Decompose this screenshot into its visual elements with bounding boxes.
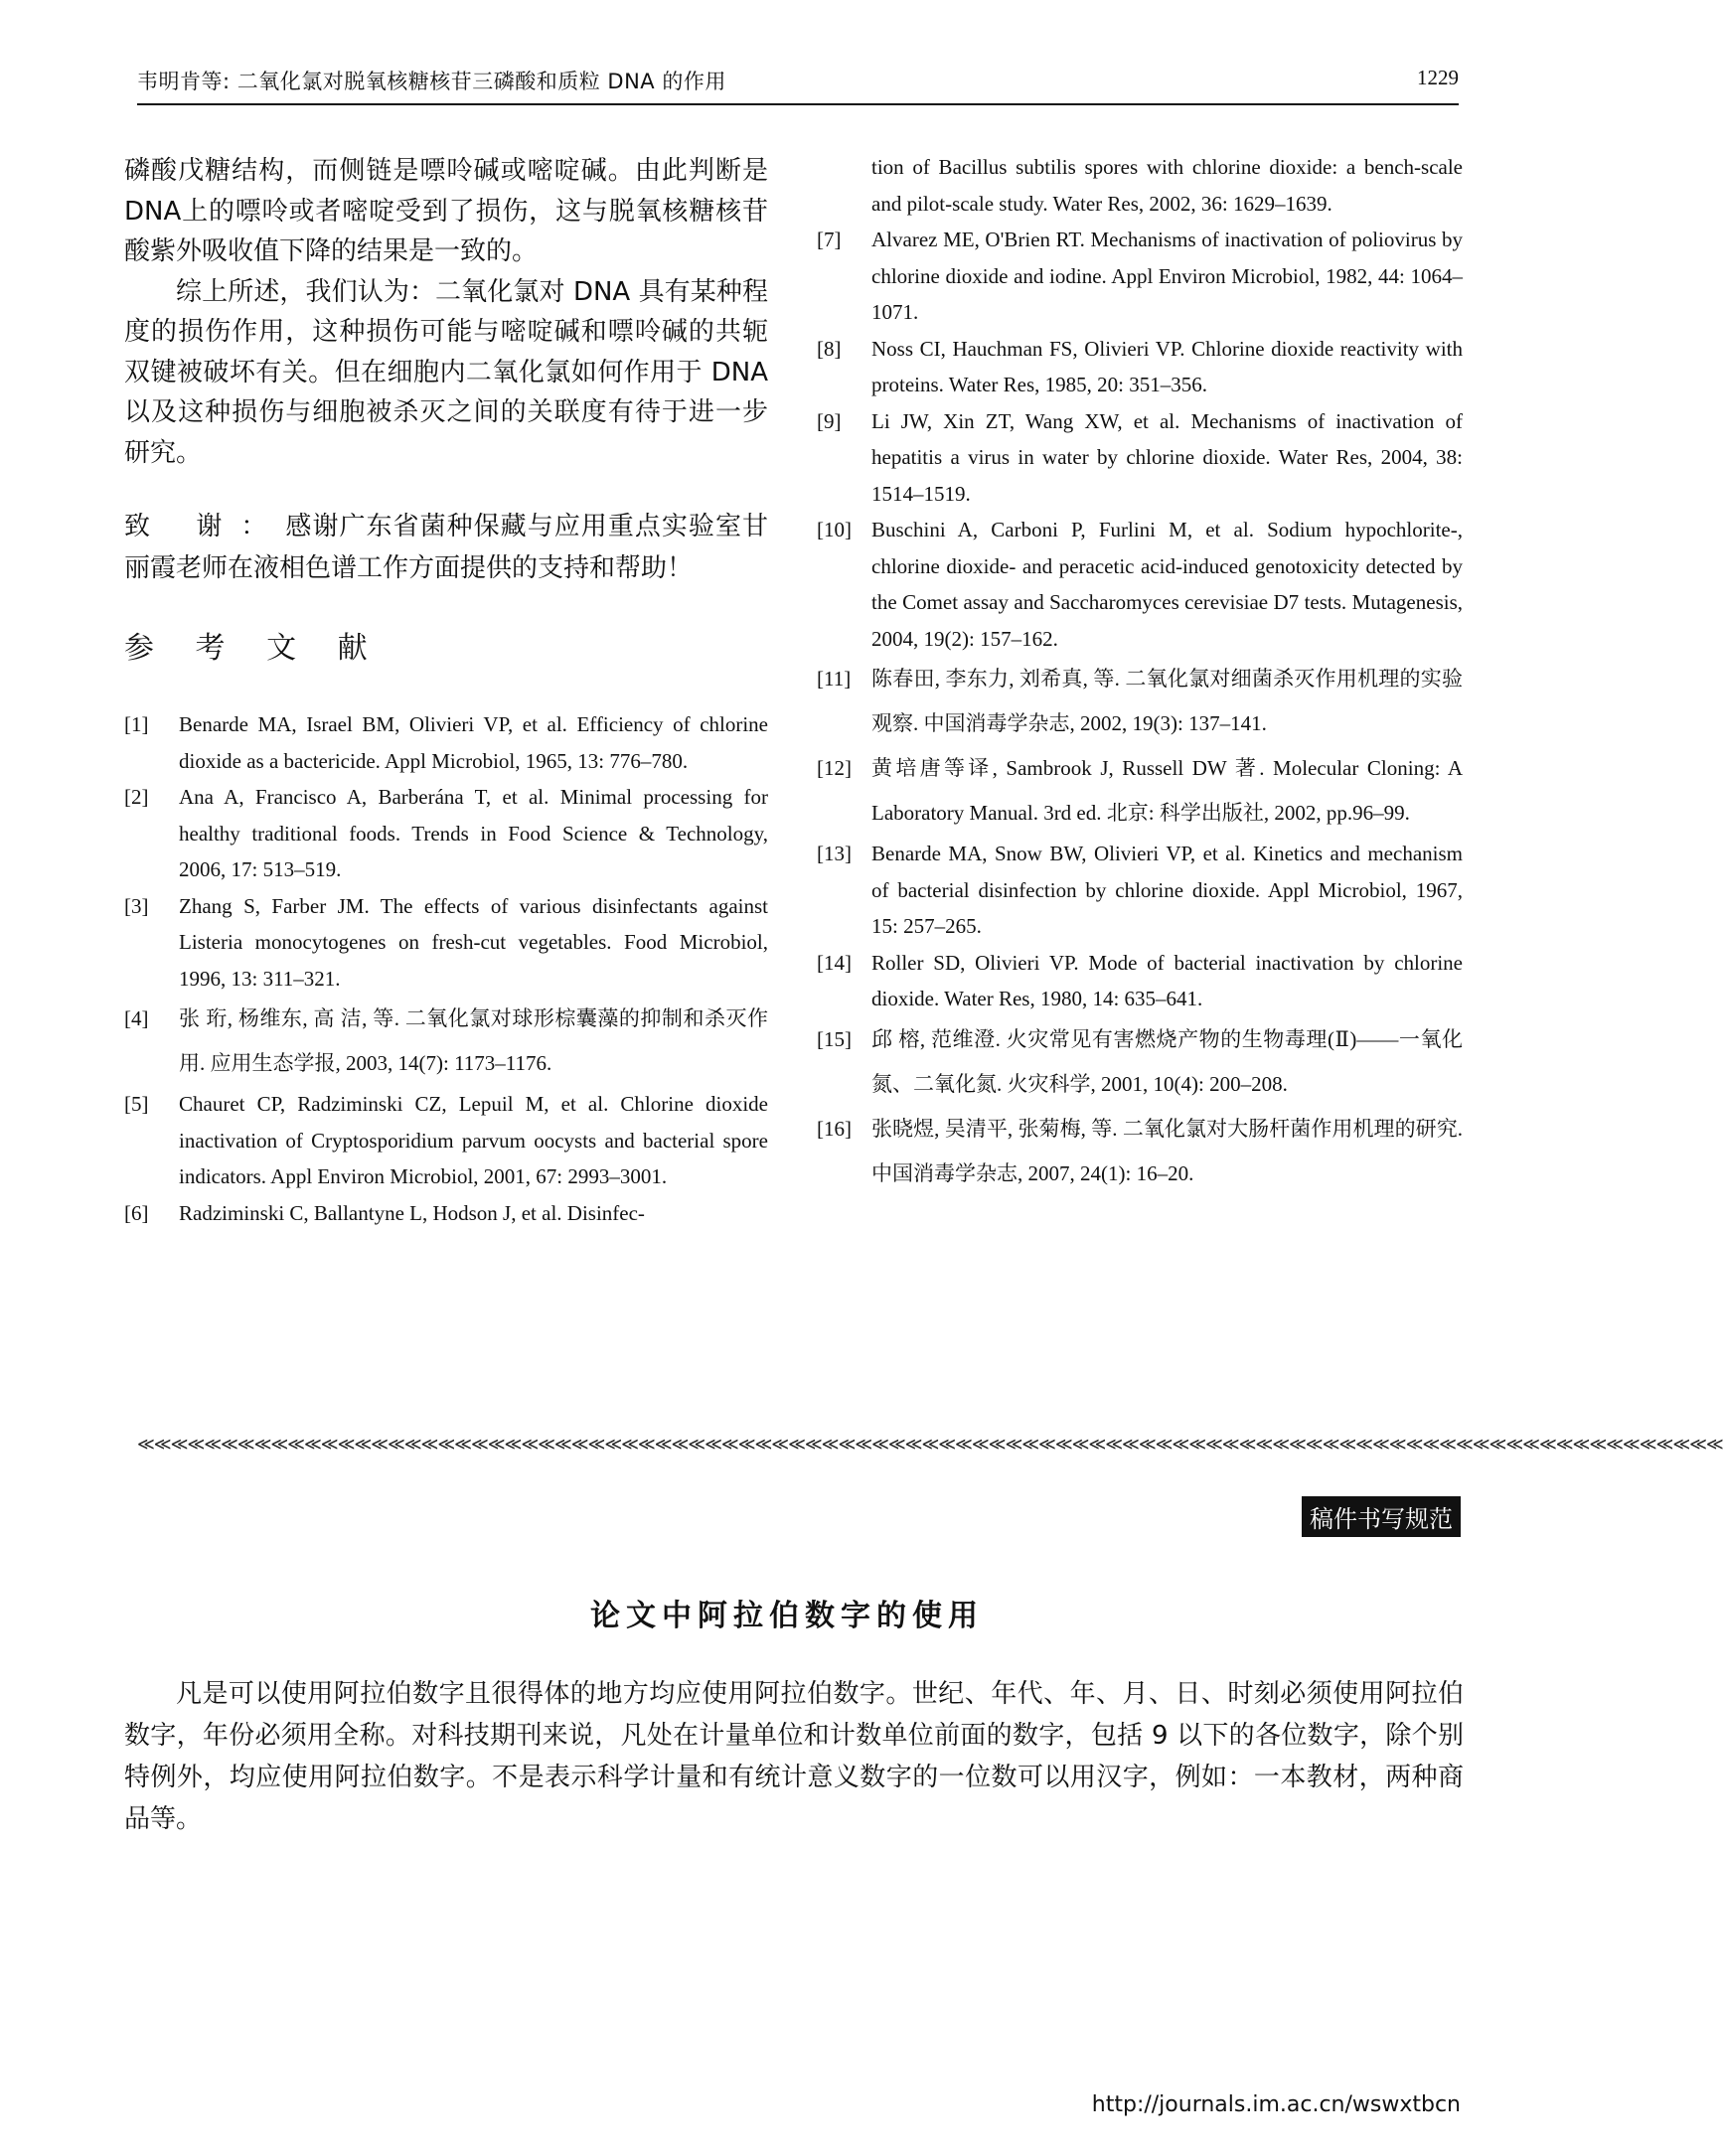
left-column bbox=[124, 151, 768, 1231]
section-tag: 稿件书写规范 bbox=[1302, 1496, 1461, 1537]
reference-text: Radziminski C, Ballantyne L, Hodson J, et al. Disinfec- bbox=[179, 1200, 645, 1225]
acknowledgement-text: 感谢广东省菌种保藏与应用重点实验室甘丽霞老师在液相色谱工作方面提供的支持和帮助！ bbox=[124, 512, 768, 583]
reference-text: Benarde MA, Snow BW, Olivieri VP, et al. Kinetics and mechanism of bacterial disinfection by chlorine dioxide. Appl Microbiol, 1967, 15: 257–265. bbox=[871, 842, 1463, 938]
reference-text: Noss CI, Hauchman FS, Olivieri VP. Chlorine dioxide reactivity with proteins. Water Res, 1985, 20: 351–356. bbox=[871, 336, 1463, 396]
reference-number: [15] bbox=[817, 1026, 852, 1051]
notice-body: 凡是可以使用阿拉伯数字且很得体的地方均应使用阿拉伯数字。世纪、年代、年、月、日、时刻必须使用阿拉伯数字，年份必须用全称。对科技期刊来说，凡处在计量单位和计数单位前面的数字，包括 9 以下的各位数字，除个别特例外，均应使用阿拉伯数字。不是表示科学计量和有统计意义数字的一位数可以用汉字，例如：一本教材，两种商品等。 bbox=[124, 1679, 1464, 1834]
reference-text: Roller SD, Olivieri VP. Mode of bacterial inactivation by chlorine dioxide. Water Res, 1980, 14: 635–641. bbox=[871, 950, 1463, 1010]
reference-text: Buschini A, Carboni P, Furlini M, et al. Sodium hypochlorite-, chlorine dioxide- and peracetic acid-induced genotoxicity detected by the Comet assay and Saccharomyces cerevisiae D7 tests. Mutagenesis, 2004, 19(2): 157–162. bbox=[871, 518, 1463, 651]
reference-number: [6] bbox=[124, 1200, 149, 1225]
reference-number: [3] bbox=[124, 893, 149, 918]
body-paragraph: 综上所述，我们认为：二氧化氯对 DNA 具有某种程度的损伤作用，这种损伤可能与嘧啶碱和嘌呤碱的共轭双键被破坏有关。但在细胞内二氧化氯如何作用于 DNA 以及这种损伤与细胞被杀灭之间的关联度有待于进一步研究。 bbox=[124, 276, 768, 468]
reference-number: [2] bbox=[124, 785, 149, 809]
reference-number: [16] bbox=[817, 1116, 852, 1141]
reference-text: Alvarez ME, O'Brien RT. Mechanisms of inactivation of poliovirus by chlorine dioxide and iodine. Appl Environ Microbiol, 1982, 44: 1064–1071. bbox=[871, 228, 1463, 324]
reference-number: [8] bbox=[817, 336, 842, 361]
reference-item bbox=[817, 836, 1463, 945]
reference-number: [1] bbox=[124, 712, 149, 736]
acknowledgement bbox=[124, 506, 768, 589]
reference-number: [9] bbox=[817, 408, 842, 433]
reference-number: [13] bbox=[817, 842, 852, 865]
reference-text: Chauret CP, Radziminski CZ, Lepuil M, et al. Chlorine dioxide inactivation of Cryptosporidium parvum oocysts and bacterial spore indicators. Appl Environ Microbiol, 2001, 67: 2993–3001. bbox=[179, 1092, 768, 1188]
reference-item bbox=[817, 222, 1463, 331]
notice-title: 论文中阿拉伯数字的使用 bbox=[590, 1599, 984, 1633]
reference-text: 陈春田, 李东力, 刘希真, 等. 二氧化氯对细菌杀灭作用机理的实验观察. 中国消毒学杂志, 2002, 19(3): 137–141. bbox=[871, 667, 1463, 735]
page-number: 1229 bbox=[1417, 66, 1459, 89]
reference-text: 张晓煜, 吴清平, 张菊梅, 等. 二氧化氯对大肠杆菌作用机理的研究. 中国消毒学杂志, 2007, 24(1): 16–20. bbox=[871, 1116, 1463, 1185]
acknowledgement-lead: 致 谢： bbox=[124, 512, 286, 541]
reference-item bbox=[817, 945, 1463, 1017]
decorative-divider: ≪≪≪≪≪≪≪≪≪≪≪≪≪≪≪≪≪≪≪≪≪≪≪≪≪≪≪≪≪≪≪≪≪≪≪≪≪≪≪≪≪≪≪≪≪≪≪≪≪≪≪≪≪≪≪≪≪≪≪≪≪≪≪≪≪≪≪≪≪≪≪≪≪≪≪≪≪≪≪≪≪≪≪≪≪≪≪≪≪≪≪≪≪≪≪ bbox=[137, 1435, 1723, 1454]
reference-item bbox=[817, 657, 1463, 746]
reference-number: [5] bbox=[124, 1092, 149, 1116]
footer-url: http://journals.im.ac.cn/wswxtbcn bbox=[1091, 2092, 1461, 2117]
reference-text: Benarde MA, Israel BM, Olivieri VP, et al. Efficiency of chlorine dioxide as a bactericide. Appl Microbiol, 1965, 13: 776–780. bbox=[179, 712, 768, 773]
running-title: 韦明肯等: 二氧化氯对脱氧核糖核苷三磷酸和质粒 DNA 的作用 bbox=[137, 70, 726, 93]
reference-text: Li JW, Xin ZT, Wang XW, et al. Mechanisms of inactivation of hepatitis a virus in water by chlorine dioxide. Water Res, 2004, 38: 1514–1519. bbox=[871, 408, 1463, 506]
reference-text: tion of Bacillus subtilis spores with chlorine dioxide: a bench-scale and pilot-scale study. Water Res, 2002, 36: 1629–1639. bbox=[871, 155, 1463, 216]
reference-text: 黄培唐等译, Sambrook J, Russell DW 著. Molecular Cloning: A Laboratory Manual. 3rd ed. 北京: 科学出版社, 2002, pp.96–99. bbox=[871, 756, 1463, 825]
reference-number: [4] bbox=[124, 1006, 149, 1030]
reference-text: Zhang S, Farber JM. The effects of various disinfectants against Listeria monocytogenes on fresh-cut vegetables. Food Microbiol, 1996, 13: 311–321. bbox=[179, 893, 768, 991]
reference-continuation bbox=[817, 149, 1463, 222]
reference-number: [12] bbox=[817, 756, 852, 780]
reference-item bbox=[817, 1107, 1463, 1196]
reference-item bbox=[124, 997, 768, 1086]
reference-item bbox=[817, 403, 1463, 513]
reference-text: Ana A, Francisco A, Barberána T, et al. Minimal processing for healthy traditional foods. Trends in Food Science & Technology, 2006, 17: 513–519. bbox=[179, 785, 768, 881]
reference-number: [7] bbox=[817, 228, 842, 251]
right-column bbox=[817, 149, 1463, 1196]
reference-item bbox=[817, 1017, 1463, 1107]
running-header bbox=[137, 62, 1459, 101]
header-rule bbox=[137, 103, 1459, 105]
references-heading: 参 考 文 献 bbox=[124, 631, 384, 666]
reference-item bbox=[124, 1195, 768, 1232]
reference-item bbox=[817, 746, 1463, 836]
reference-item bbox=[817, 331, 1463, 403]
reference-number: [11] bbox=[817, 667, 852, 691]
reference-item bbox=[124, 1086, 768, 1195]
reference-text: 张 珩, 杨维东, 高 洁, 等. 二氧化氯对球形棕囊藻的抑制和杀灭作用. 应用生态学报, 2003, 14(7): 1173–1176. bbox=[179, 1006, 768, 1075]
reference-number: [10] bbox=[817, 518, 852, 541]
body-paragraph: 磷酸戊糖结构，而侧链是嘌呤碱或嘧啶碱。由此判断是DNA上的嘌呤或者嘧啶受到了损伤，这与脱氧核糖核苷酸紫外吸收值下降的结果是一致的。 bbox=[124, 156, 768, 266]
reference-item bbox=[124, 779, 768, 888]
reference-text: 邱 榕, 范维澄. 火灾常见有害燃烧产物的生物毒理(Ⅱ)——一氧化氮、二氧化氮. 火灾科学, 2001, 10(4): 200–208. bbox=[871, 1026, 1463, 1096]
reference-item bbox=[817, 512, 1463, 657]
reference-item bbox=[124, 888, 768, 998]
reference-item bbox=[124, 706, 768, 779]
reference-number: [14] bbox=[817, 950, 852, 975]
